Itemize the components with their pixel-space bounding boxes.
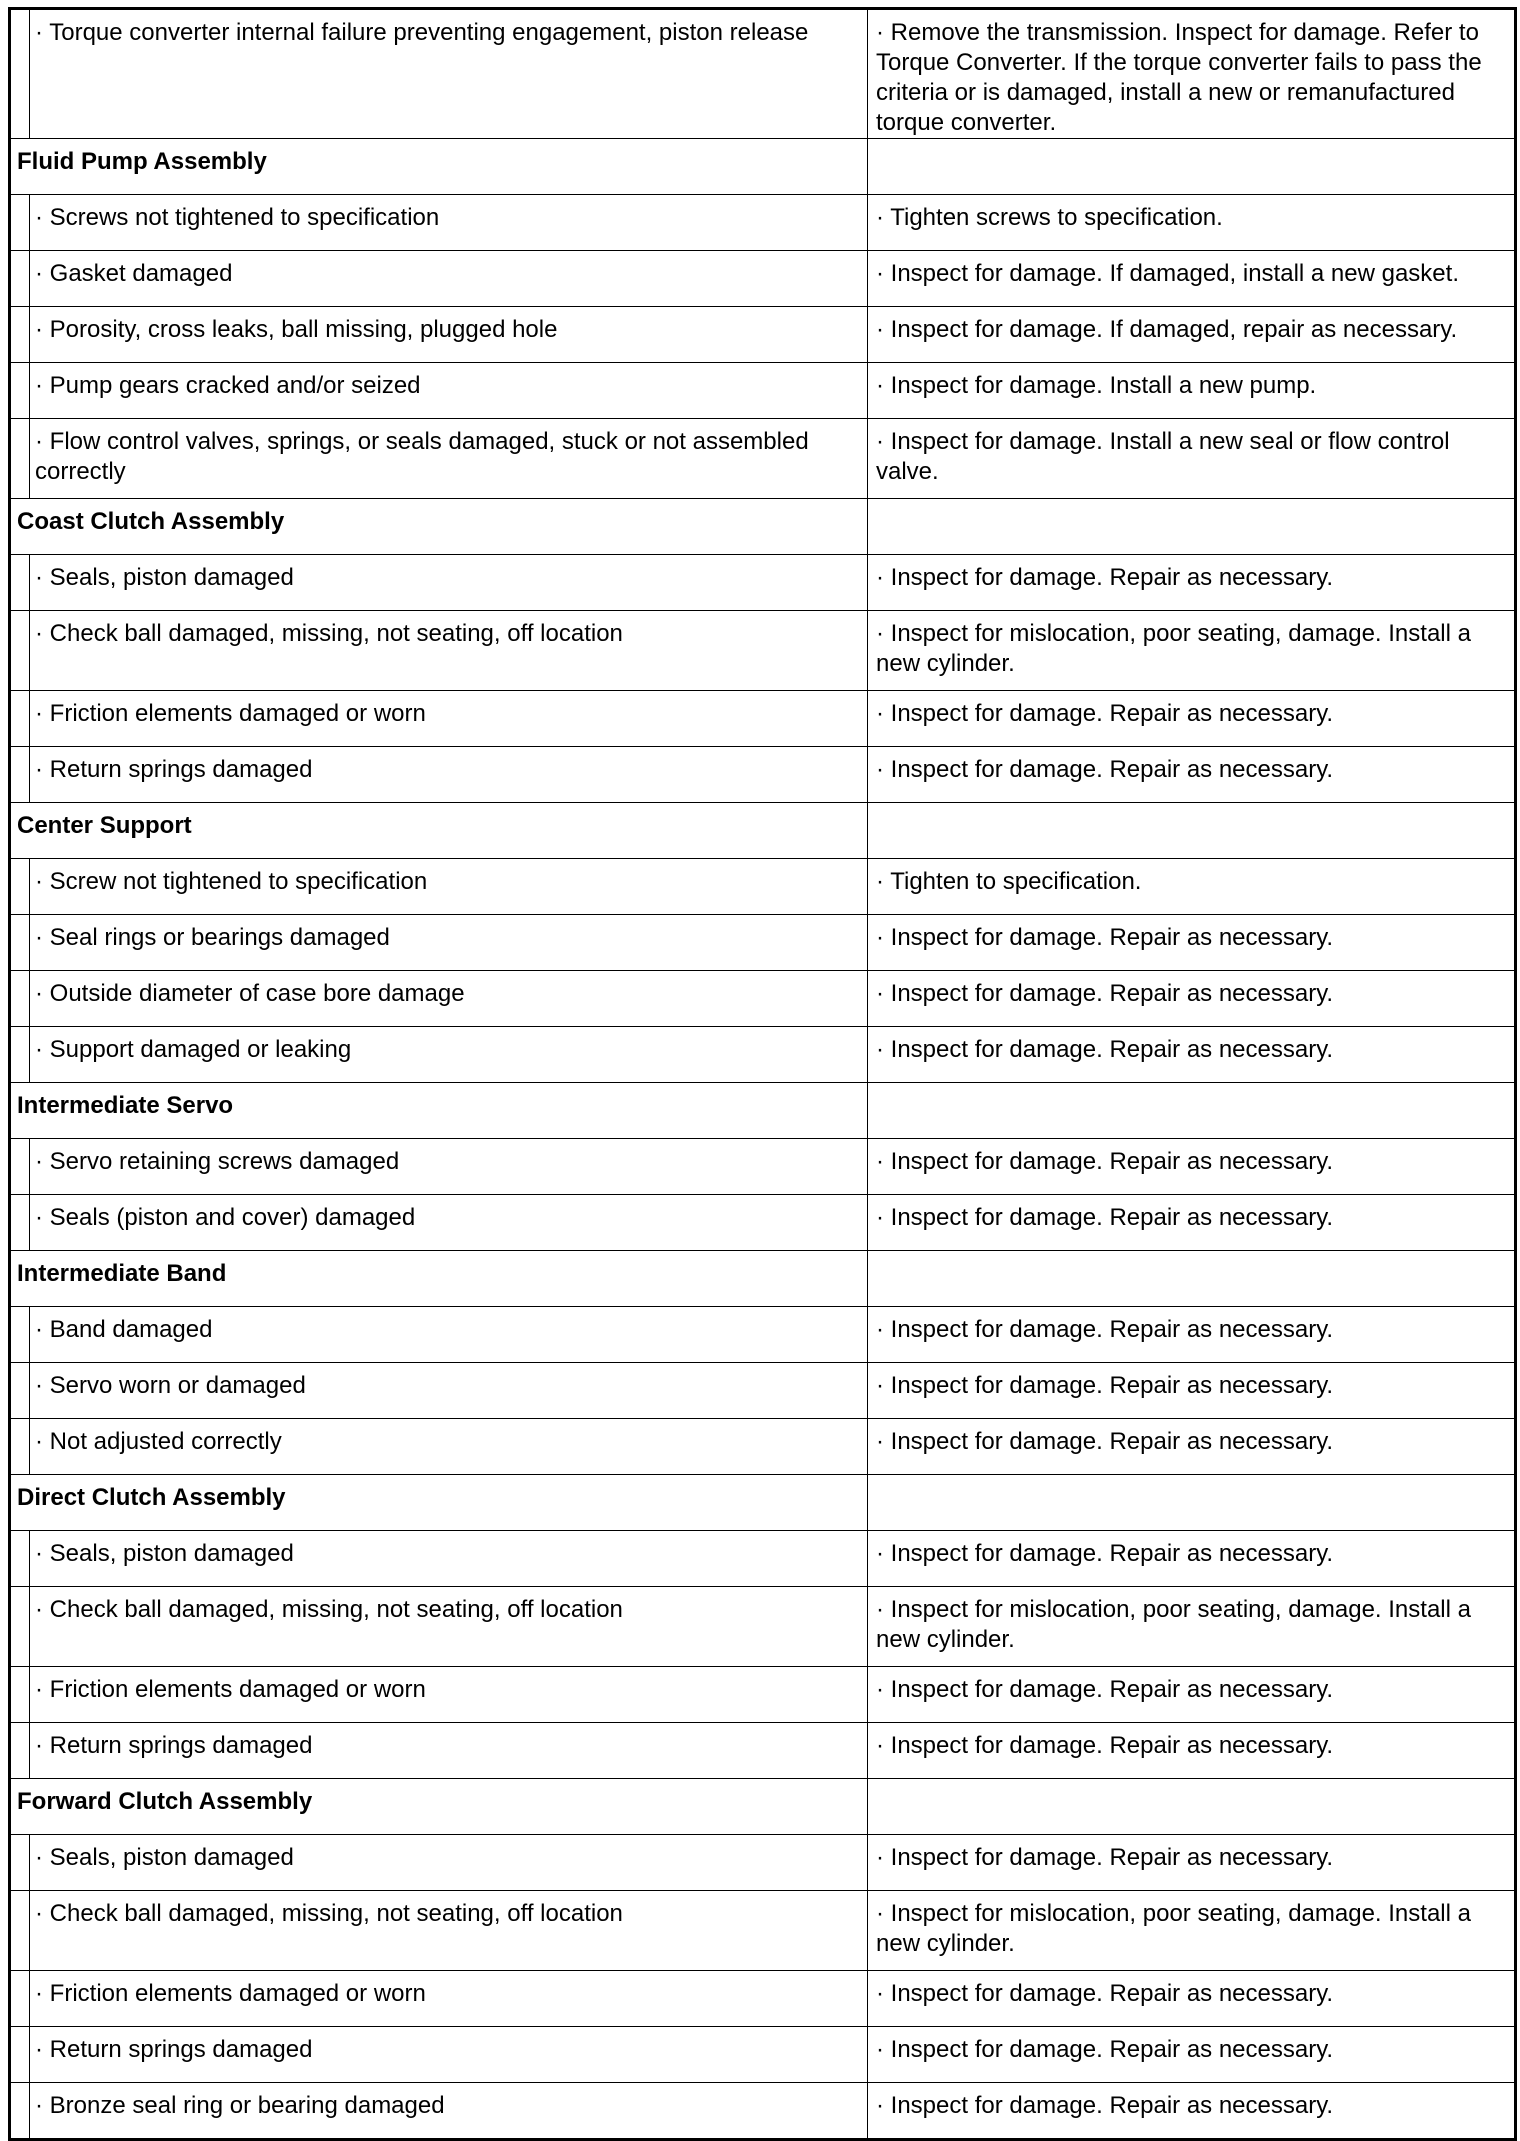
- table-row: [10, 611, 1516, 691]
- table-row: [10, 419, 1516, 499]
- action-cell: · Inspect for damage. If damaged, repair as necessary.: [868, 307, 1516, 363]
- condition-cell: · Seals, piston damaged: [30, 555, 868, 611]
- action-cell: · Inspect for damage. Repair as necessary.: [868, 1195, 1516, 1251]
- condition-cell: · Servo retaining screws damaged: [30, 1139, 868, 1195]
- indent-cell: [10, 363, 30, 419]
- indent-cell: [10, 251, 30, 307]
- action-cell: · Inspect for mislocation, poor seating, damage. Install a new cylinder.: [868, 611, 1516, 691]
- diagnosis-table: [8, 7, 1517, 2141]
- section-title: Intermediate Servo: [10, 1083, 868, 1139]
- section-empty-cell: [868, 139, 1516, 195]
- indent-cell: [10, 2027, 30, 2083]
- indent-cell: [10, 2083, 30, 2140]
- condition-cell: · Servo worn or damaged: [30, 1363, 868, 1419]
- indent-cell: [10, 307, 30, 363]
- indent-cell: [10, 1419, 30, 1475]
- condition-cell: · Torque converter internal failure preventing engagement, piston release: [30, 9, 868, 139]
- section-empty-cell: [868, 803, 1516, 859]
- section-title: Coast Clutch Assembly: [10, 499, 868, 555]
- action-cell: · Inspect for damage. Repair as necessary.: [868, 1419, 1516, 1475]
- table-row: [10, 1667, 1516, 1723]
- action-cell: · Inspect for damage. Repair as necessary.: [868, 1667, 1516, 1723]
- action-cell: · Inspect for damage. Repair as necessary.: [868, 1835, 1516, 1891]
- section-empty-cell: [868, 1475, 1516, 1531]
- section-empty-cell: [868, 499, 1516, 555]
- section-title: Center Support: [10, 803, 868, 859]
- action-cell: · Inspect for damage. Repair as necessary.: [868, 747, 1516, 803]
- table-row: [10, 1835, 1516, 1891]
- action-cell: · Inspect for damage. If damaged, install a new gasket.: [868, 251, 1516, 307]
- table-row: [10, 1587, 1516, 1667]
- table-row: [10, 307, 1516, 363]
- indent-cell: [10, 971, 30, 1027]
- action-cell: · Inspect for damage. Repair as necessary.: [868, 1027, 1516, 1083]
- section-header-row: [10, 803, 1516, 859]
- table-row: [10, 1723, 1516, 1779]
- indent-cell: [10, 859, 30, 915]
- table-row: [10, 747, 1516, 803]
- action-cell: · Inspect for damage. Repair as necessary.: [868, 691, 1516, 747]
- action-cell: · Inspect for damage. Repair as necessary.: [868, 1307, 1516, 1363]
- diagnosis-table-body: [10, 9, 1516, 2140]
- indent-cell: [10, 1531, 30, 1587]
- indent-cell: [10, 1891, 30, 1971]
- condition-cell: · Friction elements damaged or worn: [30, 691, 868, 747]
- indent-cell: [10, 419, 30, 499]
- condition-cell: · Flow control valves, springs, or seals damaged, stuck or not assembled correctly: [30, 419, 868, 499]
- indent-cell: [10, 1195, 30, 1251]
- action-cell: · Inspect for damage. Repair as necessary.: [868, 1971, 1516, 2027]
- table-row: [10, 859, 1516, 915]
- condition-cell: · Screw not tightened to specification: [30, 859, 868, 915]
- table-row: [10, 1363, 1516, 1419]
- action-cell: · Inspect for mislocation, poor seating, damage. Install a new cylinder.: [868, 1587, 1516, 1667]
- section-title: Forward Clutch Assembly: [10, 1779, 868, 1835]
- table-row: [10, 1195, 1516, 1251]
- action-cell: · Inspect for damage. Repair as necessary.: [868, 971, 1516, 1027]
- indent-cell: [10, 691, 30, 747]
- action-cell: · Inspect for damage. Repair as necessary.: [868, 1723, 1516, 1779]
- action-cell: · Tighten screws to specification.: [868, 195, 1516, 251]
- indent-cell: [10, 1667, 30, 1723]
- section-header-row: [10, 499, 1516, 555]
- table-row: [10, 9, 1516, 139]
- condition-cell: · Seals, piston damaged: [30, 1531, 868, 1587]
- condition-cell: · Gasket damaged: [30, 251, 868, 307]
- action-cell: · Inspect for damage. Repair as necessary.: [868, 1531, 1516, 1587]
- condition-cell: · Return springs damaged: [30, 747, 868, 803]
- condition-cell: · Friction elements damaged or worn: [30, 1971, 868, 2027]
- indent-cell: [10, 1307, 30, 1363]
- condition-cell: · Check ball damaged, missing, not seating, off location: [30, 611, 868, 691]
- action-cell: · Inspect for damage. Repair as necessary.: [868, 1139, 1516, 1195]
- condition-cell: · Band damaged: [30, 1307, 868, 1363]
- table-row: [10, 1419, 1516, 1475]
- indent-cell: [10, 1139, 30, 1195]
- action-cell: · Inspect for damage. Repair as necessary.: [868, 2027, 1516, 2083]
- condition-cell: · Outside diameter of case bore damage: [30, 971, 868, 1027]
- table-row: [10, 1971, 1516, 2027]
- table-row: [10, 691, 1516, 747]
- table-row: [10, 2027, 1516, 2083]
- section-title: Direct Clutch Assembly: [10, 1475, 868, 1531]
- section-empty-cell: [868, 1251, 1516, 1307]
- indent-cell: [10, 915, 30, 971]
- table-row: [10, 363, 1516, 419]
- indent-cell: [10, 611, 30, 691]
- condition-cell: · Support damaged or leaking: [30, 1027, 868, 1083]
- section-header-row: [10, 1475, 1516, 1531]
- table-row: [10, 915, 1516, 971]
- indent-cell: [10, 747, 30, 803]
- condition-cell: · Check ball damaged, missing, not seating, off location: [30, 1891, 868, 1971]
- condition-cell: · Check ball damaged, missing, not seating, off location: [30, 1587, 868, 1667]
- table-row: [10, 1531, 1516, 1587]
- table-row: [10, 1027, 1516, 1083]
- section-title: Fluid Pump Assembly: [10, 139, 868, 195]
- table-row: [10, 195, 1516, 251]
- condition-cell: · Seals (piston and cover) damaged: [30, 1195, 868, 1251]
- condition-cell: · Return springs damaged: [30, 2027, 868, 2083]
- indent-cell: [10, 1723, 30, 1779]
- action-cell: · Inspect for damage. Repair as necessary.: [868, 2083, 1516, 2140]
- indent-cell: [10, 1971, 30, 2027]
- table-row: [10, 1307, 1516, 1363]
- condition-cell: · Bronze seal ring or bearing damaged: [30, 2083, 868, 2140]
- section-header-row: [10, 1779, 1516, 1835]
- table-row: [10, 2083, 1516, 2140]
- condition-cell: · Porosity, cross leaks, ball missing, plugged hole: [30, 307, 868, 363]
- condition-cell: · Not adjusted correctly: [30, 1419, 868, 1475]
- action-cell: · Inspect for damage. Install a new pump.: [868, 363, 1516, 419]
- table-row: [10, 971, 1516, 1027]
- section-empty-cell: [868, 1083, 1516, 1139]
- table-row: [10, 1891, 1516, 1971]
- section-title: Intermediate Band: [10, 1251, 868, 1307]
- condition-cell: · Pump gears cracked and/or seized: [30, 363, 868, 419]
- indent-cell: [10, 9, 30, 139]
- indent-cell: [10, 1027, 30, 1083]
- section-header-row: [10, 1083, 1516, 1139]
- indent-cell: [10, 555, 30, 611]
- indent-cell: [10, 195, 30, 251]
- indent-cell: [10, 1835, 30, 1891]
- indent-cell: [10, 1363, 30, 1419]
- section-empty-cell: [868, 1779, 1516, 1835]
- action-cell: · Inspect for damage. Repair as necessary.: [868, 915, 1516, 971]
- condition-cell: · Friction elements damaged or worn: [30, 1667, 868, 1723]
- section-header-row: [10, 1251, 1516, 1307]
- action-cell: · Tighten to specification.: [868, 859, 1516, 915]
- table-row: [10, 1139, 1516, 1195]
- action-cell: · Inspect for mislocation, poor seating, damage. Install a new cylinder.: [868, 1891, 1516, 1971]
- indent-cell: [10, 1587, 30, 1667]
- action-cell: · Inspect for damage. Install a new seal or flow control valve.: [868, 419, 1516, 499]
- table-row: [10, 251, 1516, 307]
- action-cell: · Inspect for damage. Repair as necessary.: [868, 1363, 1516, 1419]
- section-header-row: [10, 139, 1516, 195]
- action-cell: · Remove the transmission. Inspect for damage. Refer to Torque Converter. If the torque converter fails to pass the criteria or is damaged, install a new or remanufactured torque converter.: [868, 9, 1516, 139]
- condition-cell: · Return springs damaged: [30, 1723, 868, 1779]
- condition-cell: · Screws not tightened to specification: [30, 195, 868, 251]
- condition-cell: · Seal rings or bearings damaged: [30, 915, 868, 971]
- condition-cell: · Seals, piston damaged: [30, 1835, 868, 1891]
- action-cell: · Inspect for damage. Repair as necessary.: [868, 555, 1516, 611]
- table-row: [10, 555, 1516, 611]
